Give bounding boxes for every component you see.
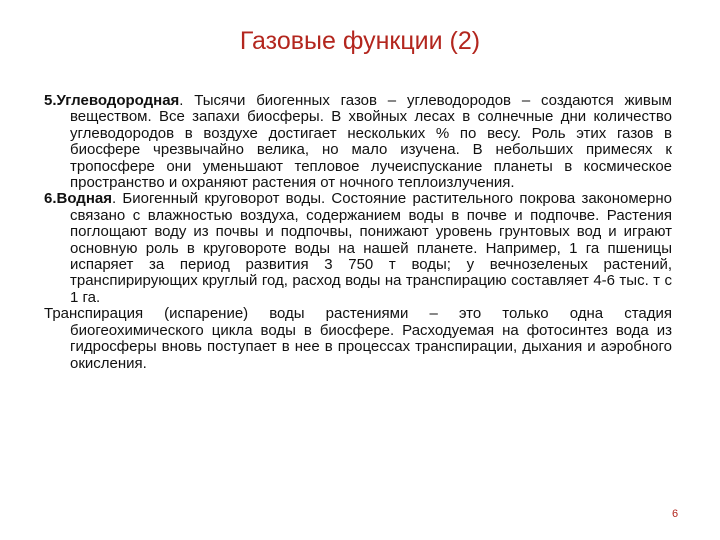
slide-title: Газовые функции (2)	[239, 27, 481, 55]
page-number: 6	[671, 508, 679, 520]
paragraph-transpiration	[44, 306, 672, 372]
slide-body	[44, 93, 672, 372]
paragraph-text: Транспирация (испарение) воды растениями – это только одна стадия биогеохимического цикла воды в биосфере. Расходуемая на фотосинтез вода из гидросферы вновь поступает в нее в процессах транспирации, дыхания и аэробного окисления.	[44, 305, 672, 372]
paragraph-lead: 6.Водная	[44, 190, 112, 208]
paragraph-text: . Тысячи биогенных газов – углеводородов – создаются живым веществом. Все запахи биосферы. В хвойных лесах в солнечные дни количество углеводородов в воздухе достигает нескольких % по весу. Роль этих газов в биосфере чрезвычайно велика, но мало изучена. В небольших примесях к тропосфере они уменьшают тепловое лучеиспускание планеты в космическое пространство и охраняют растения от ночного теплоизлучения.	[70, 92, 672, 192]
paragraph-text: . Биогенный круговорот воды. Состояние растительного покрова закономерно связано с влажностью воздуха, содержанием воды в почве и подпочве. Растения поглощают воду из почвы и подпочвы, понижают уровень грунтовых вод и играют основную роль в круговороте воды на нашей планете. Например, 1 га пшеницы испаряет за период развития 3 750 т воды; у вечнозеленых растений, транспирирующих круглый год, расход воды на транспирацию составляет 4-6 тыс. т с 1 га.	[70, 190, 672, 306]
paragraph-lead: 5.Углеводородная	[44, 92, 180, 109]
paragraph-water	[44, 191, 672, 306]
paragraph-hydrocarbon	[44, 93, 672, 191]
